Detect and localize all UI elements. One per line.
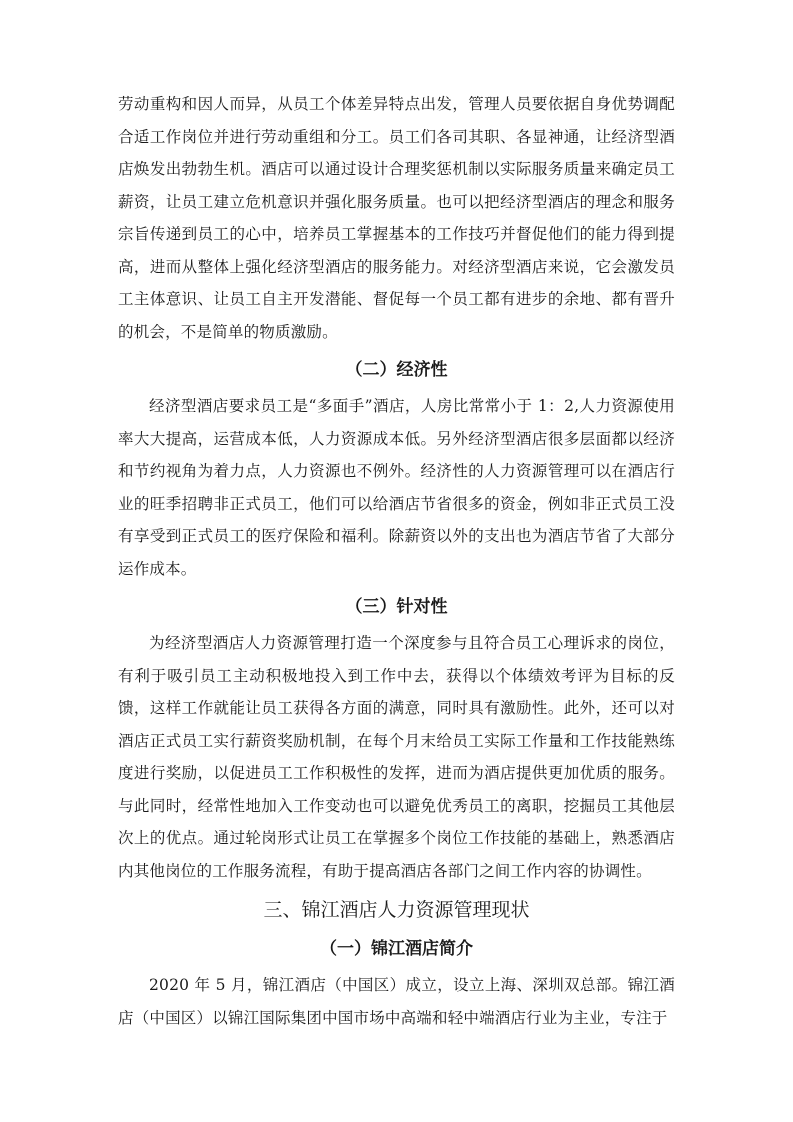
paragraph-continuation: 劳动重构和因人而异，从员工个体差异特点出发，管理人员要依据自身优势调配合适工作岗位并进行劳动重组和分工。员工们各司其职、各显神通，让经济型酒店焕发出勃勃生机。酒店可以通过设计合理奖惩机制以实际服务质量来确定员工薪资，让员工建立危机意识并强化服务质量。也可以把经济型酒店的理念和服务宗旨传递到员工的心中，培养员工掌握基本的工作技巧并督促他们的能力得到提高，进而从整体上强化经济型酒店的服务能力。对经济型酒店来说，它会激发员工主体意识、让员工自主开发潜能、督促每一个员工都有进步的余地、都有晋升的机会，不是简单的物质激励。 (118, 95, 675, 341)
heading-hotel-intro: （一）锦江酒店简介 (320, 939, 473, 959)
heading-targeted: （三）针对性 (345, 597, 448, 617)
paragraph-targeted: 为经济型酒店人力资源管理打造一个深度参与且符合员工心理诉求的岗位，有利于吸引员工主动积极地投入到工作中去，获得以个体绩效考评为目标的反馈，这样工作就能让员工获得各方面的满意，同时具有激励性。此外，还可以对酒店正式员工实行薪资奖励机制，在每个月末给员工实际工作量和工作技能熟练度进行奖励，以促进员工工作积极性的发挥，进而为酒店提供更加优质的服务。与此同时，经常性地加入工作变动也可以避免优秀员工的离职，挖掘员工其他层次上的优点。通过轮岗形式让员工在掌握多个岗位工作技能的基础上，熟悉酒店内其他岗位的工作服务流程，有助于提高酒店各部门之间工作内容的协调性。 (118, 634, 675, 880)
heading-economy: （二）经济性 (345, 360, 448, 380)
paragraph-economy: 经济型酒店要求员工是“多面手”酒店，人房比常常小于 1：2,人力资源使用率大大提高，运营成本低，人力资源成本低。另外经济型酒店很多层面都以经济和节约视角为着力点，人力资源也不例外。经济性的人力资源管理可以在酒店行业的旺季招聘非正式员工，他们可以给酒店节省很多的资金，例如非正式员工没有享受到正式员工的医疗保险和福利。除薪资以外的支出也为酒店节省了大部分运作成本。 (118, 397, 675, 578)
section-title: 三、锦江酒店人力资源管理现状 (263, 899, 530, 921)
document-body (118, 88, 675, 1034)
paragraph-hotel-intro: 2020 年 5 月，锦江酒店（中国区）成立，设立上海、深圳双总部。锦江酒店（中国区）以锦江国际集团中国市场中高端和轻中端酒店行业为主业，专注于 (118, 976, 675, 1027)
